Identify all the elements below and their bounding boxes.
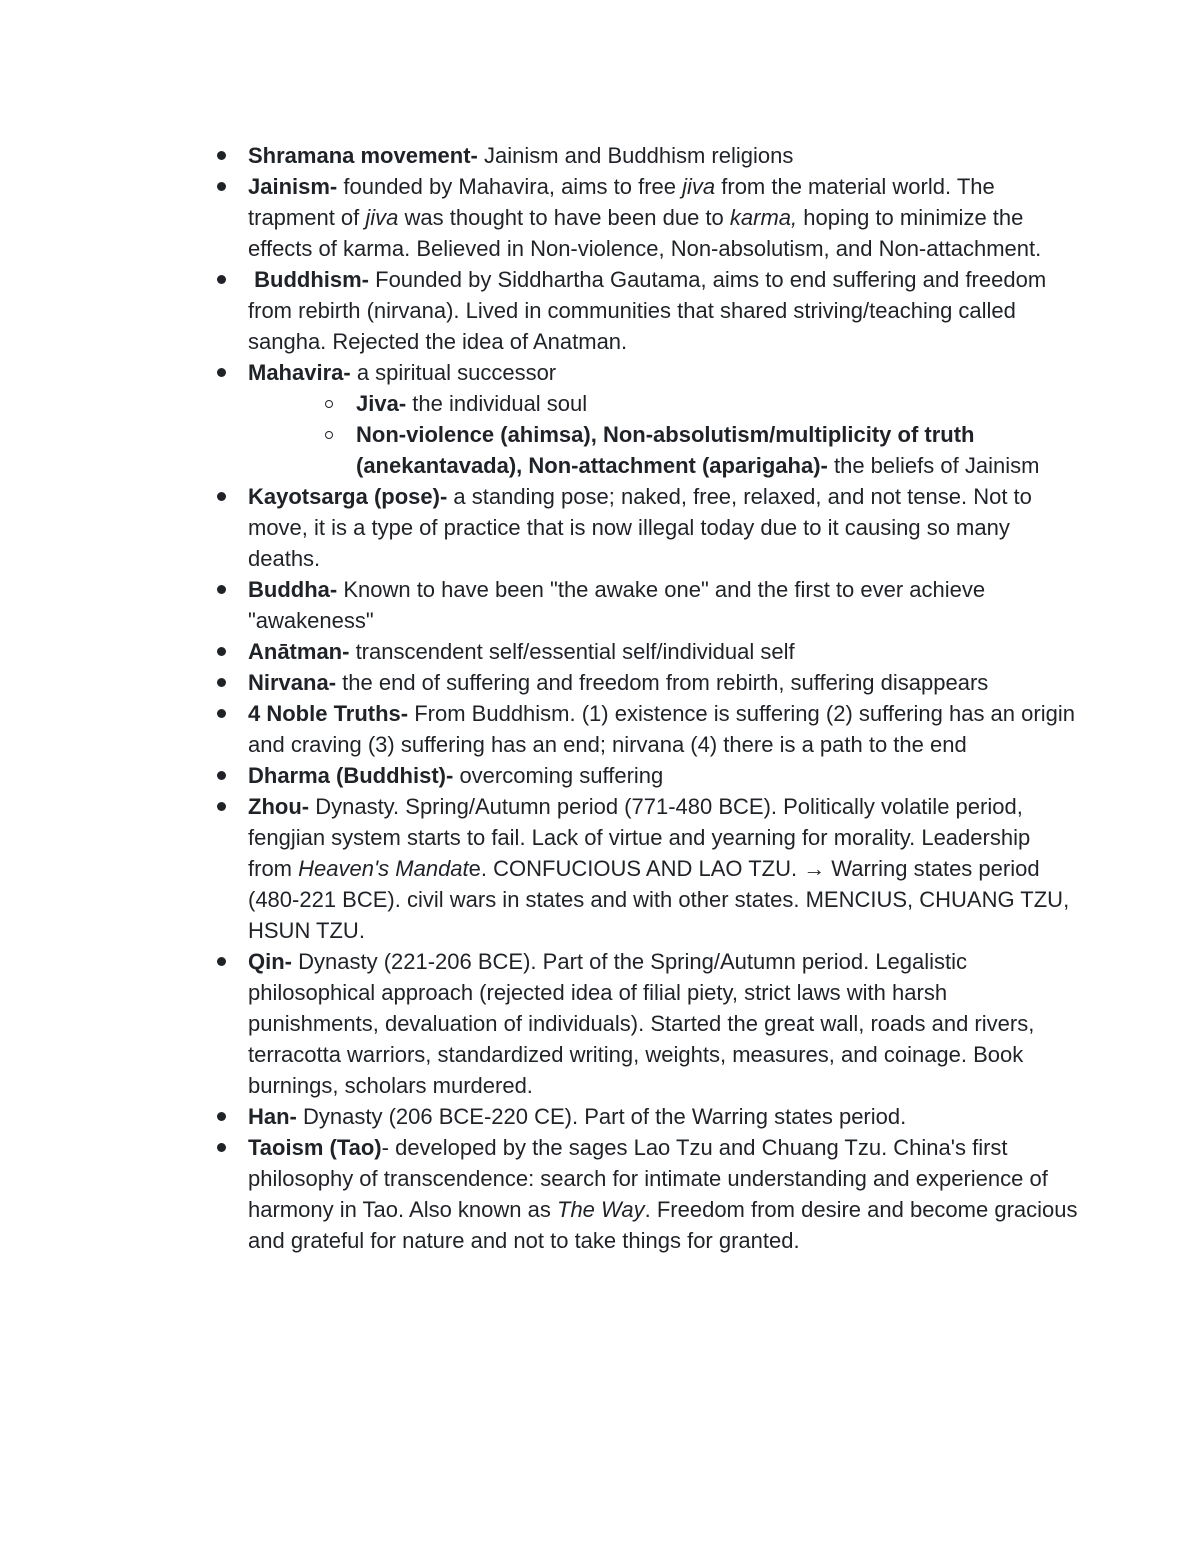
bullet-icon [217, 771, 226, 780]
definition: overcoming suffering [453, 763, 664, 788]
list-item-buddha [248, 574, 1078, 636]
italic-term: Heaven's Mandat [298, 856, 469, 881]
list-item-kayotsarga [248, 481, 1078, 574]
bullet-icon [217, 678, 226, 687]
term: Mahavira- [248, 360, 351, 385]
term: Kayotsarga (pose)- [248, 484, 448, 509]
term: Zhou- [248, 794, 310, 819]
definition-part: was thought to have been due to [398, 205, 730, 230]
bullet-icon [217, 1143, 226, 1152]
definition-part: - developed by the sages Lao Tzu and Chuang Tzu. China's first philosophy of transcendence: search for intimate understanding and experience of harmony in Tao. Also known as [248, 1135, 1048, 1222]
term: Buddhism- [254, 267, 370, 292]
list-item-jainism [248, 171, 1078, 264]
sub-item-jiva [356, 388, 1078, 419]
list-item-qin [248, 946, 1078, 1101]
list-item-han [248, 1101, 1078, 1132]
list-item-nirvana [248, 667, 1078, 698]
list-item-dharma [248, 760, 1078, 791]
definition: a spiritual successor [350, 360, 557, 385]
italic-term: karma, [729, 205, 798, 230]
definition: Jainism and Buddhism religions [477, 143, 794, 168]
bullet-icon [217, 275, 226, 284]
list-item-zhou [248, 791, 1078, 946]
bullet-icon [217, 151, 226, 160]
list-item-taoism [248, 1132, 1078, 1256]
bullet-icon [217, 709, 226, 718]
term: Buddha- [248, 577, 338, 602]
bullet-icon [217, 368, 226, 377]
definition-part: founded by Mahavira, aims to free [337, 174, 683, 199]
definition-part: from the material world. The trapment of [248, 174, 995, 230]
bullet-icon [217, 802, 226, 811]
term: Non-violence (ahimsa), Non-absolutism/multiplicity of truth (anekantavada), Non-attachment (aparigaha)- [356, 422, 975, 478]
hollow-bullet-icon [325, 400, 333, 408]
italic-term: jiva [682, 174, 716, 199]
term: Han- [248, 1104, 297, 1129]
term: Jainism- [248, 174, 338, 199]
sub-list [248, 388, 1078, 481]
list-item-shramana [248, 140, 1078, 171]
definition: Known to have been "the awake one" and the first to ever achieve "awakeness" [248, 577, 986, 633]
definition-part: . Freedom from desire and become gracious and grateful for nature and not to take things for granted. [248, 1197, 1078, 1253]
sub-item-beliefs [356, 419, 1078, 481]
list-item-anatman [248, 636, 1078, 667]
definition: a standing pose; naked, free, relaxed, and not tense. Not to move, it is a type of practice that is now illegal today due to it causing so many deaths. [248, 484, 1032, 571]
term: Dharma (Buddhist)- [248, 763, 454, 788]
term: Jiva- [356, 391, 407, 416]
term: Taoism (Tao) [248, 1135, 382, 1160]
term: Shramana movement- [248, 143, 478, 168]
definition: the beliefs of Jainism [827, 453, 1040, 478]
list-item-noble-truths [248, 698, 1078, 760]
bullet-icon [217, 492, 226, 501]
definition: From Buddhism. (1) existence is suffering (2) suffering has an origin and craving (3) suffering has an end; nirvana (4) there is a path to the end [248, 701, 1075, 757]
italic-term: jiva [365, 205, 399, 230]
italic-term: The Way [557, 1197, 645, 1222]
term: 4 Noble Truths- [248, 701, 409, 726]
list-item-mahavira [248, 357, 1078, 481]
term: Nirvana- [248, 670, 337, 695]
definition: the end of suffering and freedom from rebirth, suffering disappears [336, 670, 989, 695]
definition: Dynasty (221-206 BCE). Part of the Spring/Autumn period. Legalistic philosophical approach (rejected idea of filial piety, strict laws with harsh punishments, devaluation of individuals). Started the great wall, roads and rivers, terracotta warriors, standardized writing, weights, measures, and coinage. Book burnings, scholars murdered. [248, 949, 1035, 1098]
definition-part: e. CONFUCIOUS AND LAO TZU. → Warring states period (480-221 BCE). civil wars in states and with other states. MENCIUS, CHUANG TZU, HSUN TZU. [248, 856, 1070, 943]
definition: Dynasty (206 BCE-220 CE). Part of the Warring states period. [296, 1104, 907, 1129]
bullet-icon [217, 585, 226, 594]
notes-list [248, 140, 1078, 1256]
bullet-icon [217, 957, 226, 966]
hollow-bullet-icon [325, 431, 333, 439]
term: Anātman- [248, 639, 350, 664]
bullet-icon [217, 647, 226, 656]
list-item-buddhism [248, 264, 1078, 357]
definition: transcendent self/essential self/individual self [349, 639, 795, 664]
definition: the individual soul [406, 391, 588, 416]
bullet-icon [217, 1112, 226, 1121]
definition-part: Dynasty. Spring/Autumn period (771-480 BCE). Politically volatile period, fengjian system starts to fail. Lack of virtue and yearning for morality. Leadership from [248, 794, 1031, 881]
term: Qin- [248, 949, 292, 974]
bullet-icon [217, 182, 226, 191]
definition: Founded by Siddhartha Gautama, aims to end suffering and freedom from rebirth (nirvana). Lived in communities that shared striving/teaching called sangha. Rejected the idea of Anatman. [248, 267, 1047, 354]
definition-part: hoping to minimize the effects of karma. Believed in Non-violence, Non-absolutism, and Non-attachment. [248, 205, 1042, 261]
